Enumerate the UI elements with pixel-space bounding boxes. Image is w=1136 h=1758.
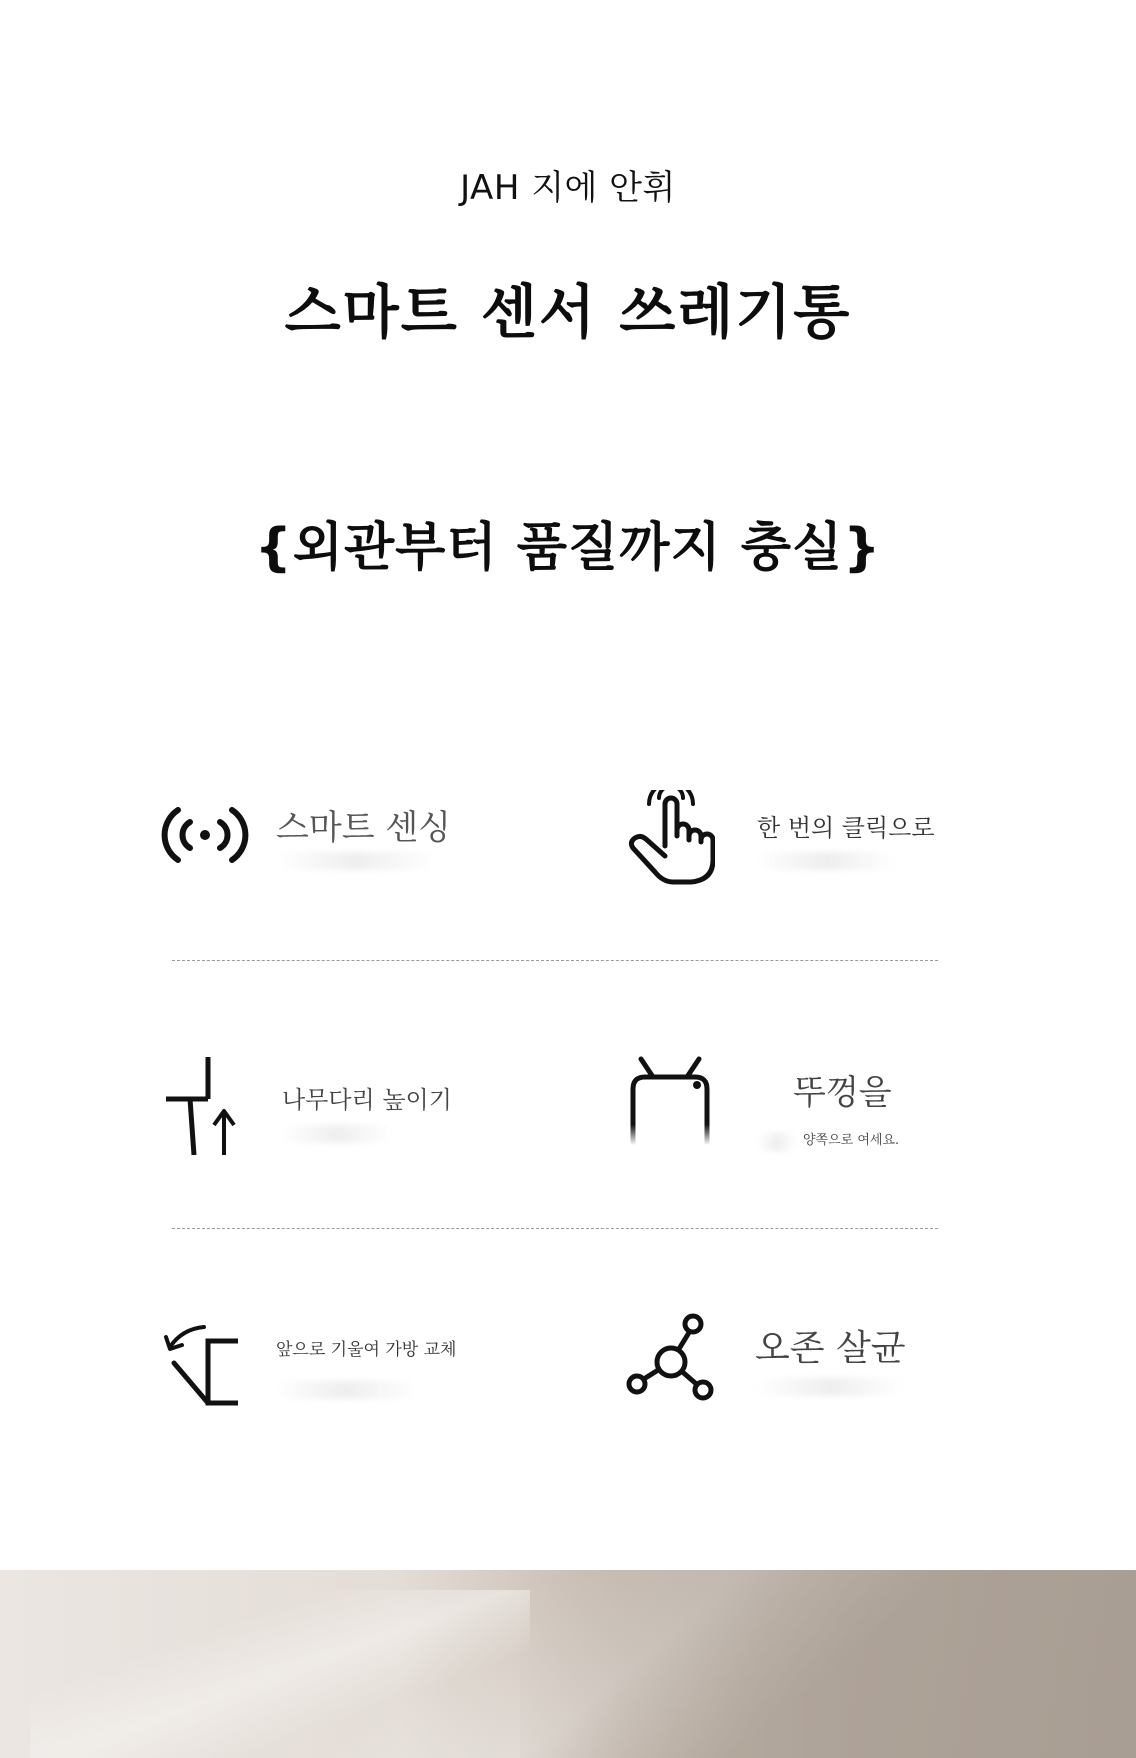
feature-tilt-bag [160, 1315, 490, 1425]
feature-label: 나무다리 높이기 [282, 1086, 452, 1114]
feature-lid [625, 1055, 955, 1165]
product-photo-strip [0, 1570, 1136, 1758]
feature-label: 앞으로 기울여 가방 교체 [276, 1340, 457, 1360]
raise-legs-icon [160, 1055, 250, 1164]
feature-label: 스마트 센싱 [276, 808, 452, 848]
lid-open-icon [625, 1055, 715, 1159]
feature-label: 오존 살균 [755, 1328, 906, 1369]
feature-label: 뚜껑을 [793, 1073, 892, 1113]
molecule-icon [625, 1310, 715, 1410]
brand-name: JAH 지에 안휘 [460, 168, 676, 208]
shadow-area [520, 1570, 1136, 1758]
feature-label: 한 번의 클릭으로 [757, 814, 935, 842]
light-streak [30, 1590, 530, 1758]
feature-sublabel: 양쪽으로 여세요. [803, 1133, 900, 1148]
blurred-caption [755, 1378, 905, 1396]
feature-one-click [625, 790, 955, 900]
blurred-caption [276, 1381, 416, 1399]
feature-smart-sensing [160, 790, 490, 900]
signal-waves-icon [160, 790, 250, 884]
divider [172, 1228, 938, 1229]
blurred-caption [757, 852, 897, 870]
page-subtitle: {외관부터 품질까지 충실} [254, 518, 882, 578]
tilt-forward-icon [160, 1315, 250, 1415]
feature-raise-legs [160, 1055, 490, 1165]
hand-pointer-icon [625, 790, 715, 890]
blurred-caption [276, 852, 436, 870]
divider [172, 960, 938, 961]
blurred-caption [282, 1125, 392, 1143]
page-title: 스마트 센서 쓰레기통 [284, 278, 852, 346]
feature-ozone [625, 1310, 955, 1420]
blurred-caption [757, 1133, 797, 1151]
